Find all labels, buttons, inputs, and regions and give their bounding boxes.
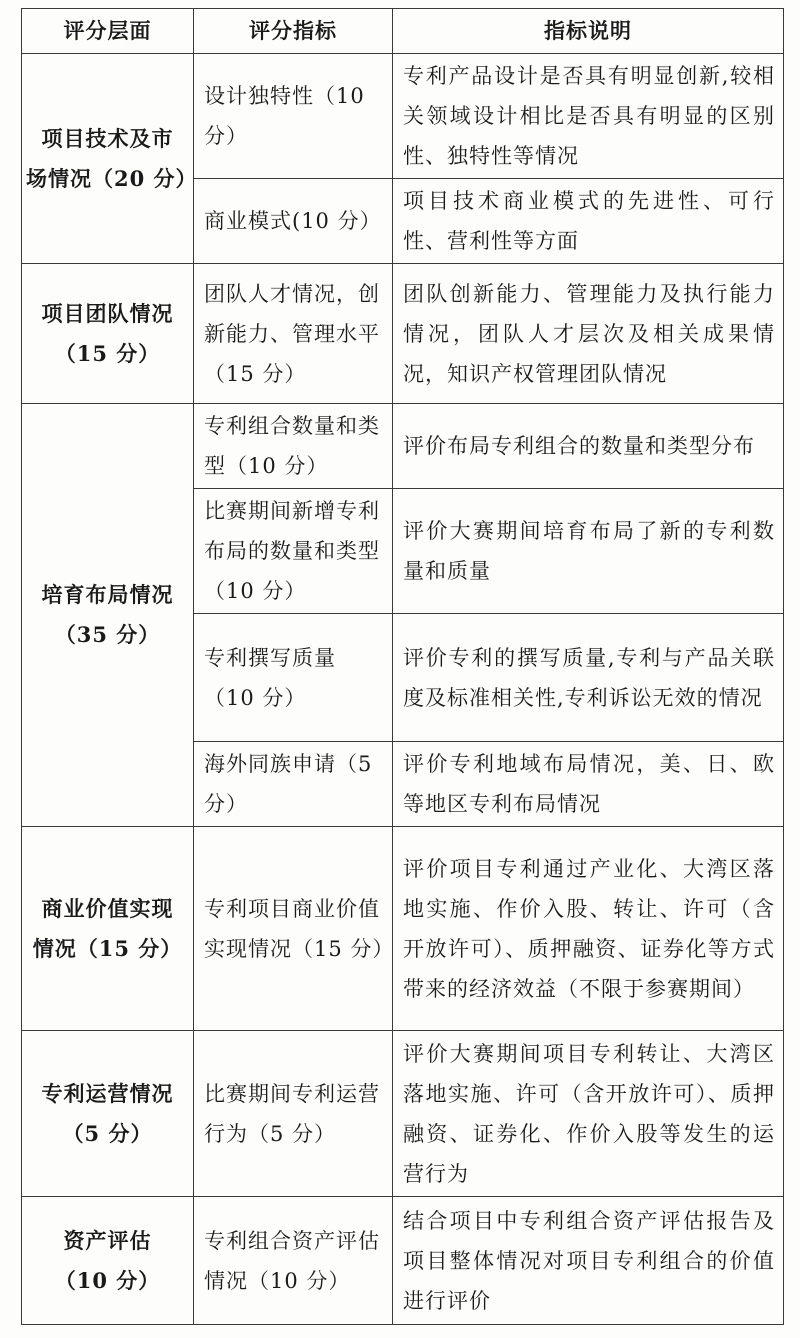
description-cell: 评价布局专利组合的数量和类型分布 bbox=[393, 404, 784, 489]
description-cell: 评价大赛期间培育布局了新的专利数量和质量 bbox=[393, 489, 784, 614]
level-cell bbox=[22, 827, 194, 1031]
description-cell: 评价项目专利通过产业化、大湾区落地实施、作价入股、转让、许可（含开放许可）、质押融资、证券化等方式带来的经济效益（不限于参赛期间） bbox=[393, 827, 784, 1031]
level-line: 场情况（20 分） bbox=[26, 165, 198, 191]
level-line: （15 分） bbox=[54, 340, 161, 366]
level-cell bbox=[22, 1031, 194, 1197]
indicator-cell: 专利撰写质量（10 分） bbox=[194, 614, 393, 742]
level-line: 商业价值实现 bbox=[41, 895, 174, 921]
description-cell: 结合项目中专利组合资产评估报告及项目整体情况对项目专利组合的价值进行评价 bbox=[393, 1197, 784, 1325]
description-cell: 评价专利的撰写质量,专利与产品关联度及标准相关性,专利诉讼无效的情况 bbox=[393, 614, 784, 742]
indicator-cell: 设计独特性（10 分） bbox=[194, 54, 393, 179]
header-level: 评分层面 bbox=[22, 9, 194, 54]
header-indicator: 评分指标 bbox=[194, 9, 393, 54]
indicator-cell: 专利组合数量和类型（10 分） bbox=[194, 404, 393, 489]
level-line: （10 分） bbox=[54, 1267, 161, 1293]
level-line: 培育布局情况 bbox=[41, 582, 174, 607]
level-line: 专利运营情况 bbox=[41, 1080, 174, 1106]
table-row bbox=[22, 1197, 784, 1325]
header-description: 指标说明 bbox=[393, 9, 784, 54]
description-cell: 专利产品设计是否具有明显创新,较相关领域设计相比是否具有明显的区别性、独特性等情况 bbox=[393, 54, 784, 179]
level-cell bbox=[22, 54, 198, 264]
level-line: 资产评估 bbox=[63, 1227, 152, 1253]
indicator-cell: 团队人才情况，创新能力、管理水平（15 分） bbox=[194, 264, 393, 404]
level-line: 项目团队情况 bbox=[41, 300, 174, 326]
table-row bbox=[22, 54, 784, 179]
indicator-cell: 海外同族申请（5 分） bbox=[194, 742, 393, 827]
level-cell bbox=[22, 1197, 194, 1325]
table-row bbox=[22, 1031, 784, 1197]
description-cell: 评价大赛期间项目专利转让、大湾区落地实施、许可（含开放许可）、质押融资、证券化、作价入股等发生的运营行为 bbox=[393, 1031, 784, 1197]
indicator-cell: 专利组合资产评估情况（10 分） bbox=[194, 1197, 393, 1325]
level-line: （5 分） bbox=[62, 1120, 153, 1146]
level-line: （35 分） bbox=[54, 622, 161, 647]
indicator-cell: 商业模式(10 分） bbox=[194, 179, 393, 264]
level-cell bbox=[22, 264, 194, 404]
level-line: 项目技术及市 bbox=[41, 125, 174, 151]
indicator-cell: 比赛期间专利运营行为（5 分） bbox=[194, 1031, 393, 1197]
scoring-table bbox=[21, 8, 784, 1325]
level-cell bbox=[22, 404, 194, 827]
table-row bbox=[22, 404, 784, 489]
indicator-cell: 专利项目商业价值实现情况（15 分） bbox=[194, 827, 393, 1031]
table-row bbox=[22, 264, 784, 404]
description-cell: 项目技术商业模式的先进性、可行性、营利性等方面 bbox=[393, 179, 784, 264]
level-line: 情况（15 分） bbox=[32, 935, 183, 961]
indicator-cell: 比赛期间新增专利布局的数量和类型（10 分） bbox=[194, 489, 393, 614]
description-cell: 团队创新能力、管理能力及执行能力情况，团队人才层次及相关成果情况，知识产权管理团队情况 bbox=[393, 264, 784, 404]
description-cell: 评价专利地域布局情况，美、日、欧等地区专利布局情况 bbox=[393, 742, 784, 827]
table-row bbox=[22, 827, 784, 1031]
header-row bbox=[22, 9, 784, 54]
